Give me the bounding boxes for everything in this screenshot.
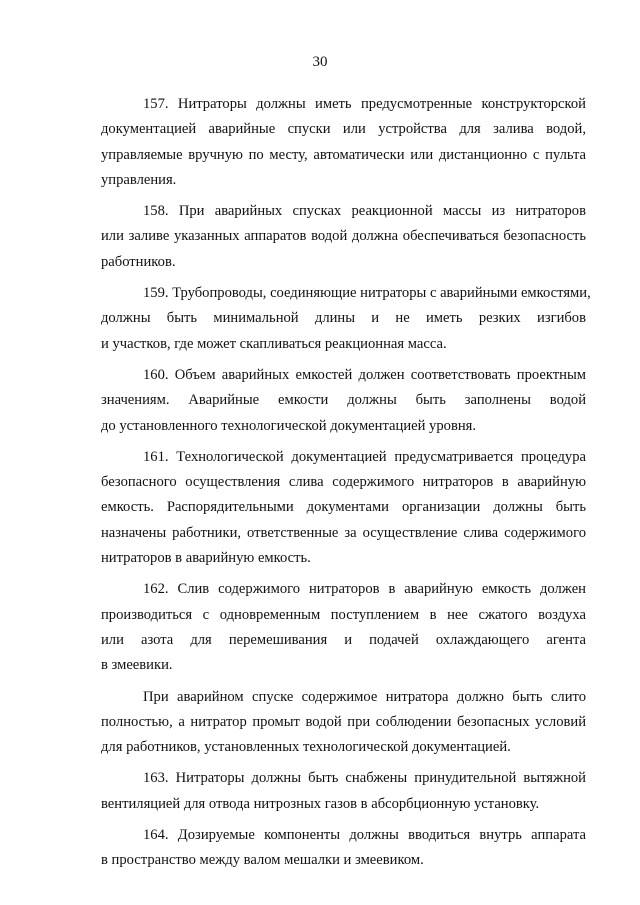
- paragraph-p157: [101, 92, 586, 193]
- paragraph-p162: [101, 577, 586, 678]
- text-line: 160. Объем аварийных емкостей должен соответствовать проектным: [143, 366, 586, 383]
- paragraph-p158: [101, 199, 586, 275]
- paragraph-p160: [101, 363, 586, 439]
- paragraph-p159: [101, 281, 591, 357]
- paragraph-p161: [101, 445, 586, 571]
- text-line: При аварийном спуске содержимое нитратора должно быть слито: [143, 688, 586, 705]
- text-line: назначены работники, ответственные за осуществление слива содержимого: [101, 524, 586, 541]
- text-line: 157. Нитраторы должны иметь предусмотренные конструкторской: [143, 96, 586, 112]
- text-line: для работников, установленных технологической документацией.: [101, 739, 511, 756]
- text-line: безопасного осуществления слива содержимого нитраторов в аварийную: [101, 474, 586, 491]
- text-line: 161. Технологической документацией предусматривается процедура: [143, 448, 586, 465]
- text-line: полностью, а нитратор промыт водой при соблюдении безопасных условий: [101, 713, 586, 730]
- text-line: управляемые вручную по месту, автоматически или дистанционно с пульта: [101, 146, 586, 163]
- text-line: до установленного технологической документацией уровня.: [101, 417, 477, 434]
- text-line: 162. Слив содержимого нитраторов в аварийную емкость должен: [143, 581, 586, 598]
- page-number: 30: [312, 54, 328, 70]
- text-line: 159. Трубопроводы, соединяющие нитраторы с аварийными емкостями,: [143, 285, 591, 302]
- paragraph-p164: [101, 823, 586, 874]
- document-body: [101, 92, 591, 880]
- text-line: значениям. Аварийные емкости должны быть заполнены водой: [101, 392, 586, 409]
- text-line: 158. При аварийных спусках реакционной массы из нитраторов: [143, 203, 586, 220]
- text-line: документацией аварийные спуски или устройства для залива водой,: [101, 121, 586, 138]
- text-line: работников.: [101, 253, 176, 270]
- text-line: вентиляцией для отвода нитрозных газов в абсорбционную установку.: [101, 795, 540, 812]
- text-line: в пространство между валом мешалки и змеевиком.: [101, 852, 424, 869]
- paragraph-p162b: [101, 685, 586, 761]
- text-line: или заливе указанных аппаратов водой должна обеспечиваться безопасность: [101, 228, 586, 245]
- text-line: нитраторов в аварийную емкость.: [101, 550, 311, 567]
- text-line: в змеевики.: [101, 657, 173, 674]
- text-line: или азота для перемешивания и подачей охлаждающего агента: [101, 631, 586, 648]
- text-line: емкость. Распорядительными документами организации должны быть: [101, 499, 586, 516]
- text-line: 164. Дозируемые компоненты должны вводиться внутрь аппарата: [143, 827, 586, 844]
- text-line: и участков, где может скапливаться реакционная масса.: [101, 335, 447, 352]
- text-line: 163. Нитраторы должны быть снабжены принудительной вытяжной: [143, 770, 586, 787]
- text-line: должны быть минимальной длины и не иметь резких изгибов: [101, 310, 586, 327]
- text-line: управления.: [101, 171, 177, 188]
- paragraph-p163: [101, 766, 586, 817]
- text-line: производиться с одновременным поступлением в нее сжатого воздуха: [101, 606, 586, 623]
